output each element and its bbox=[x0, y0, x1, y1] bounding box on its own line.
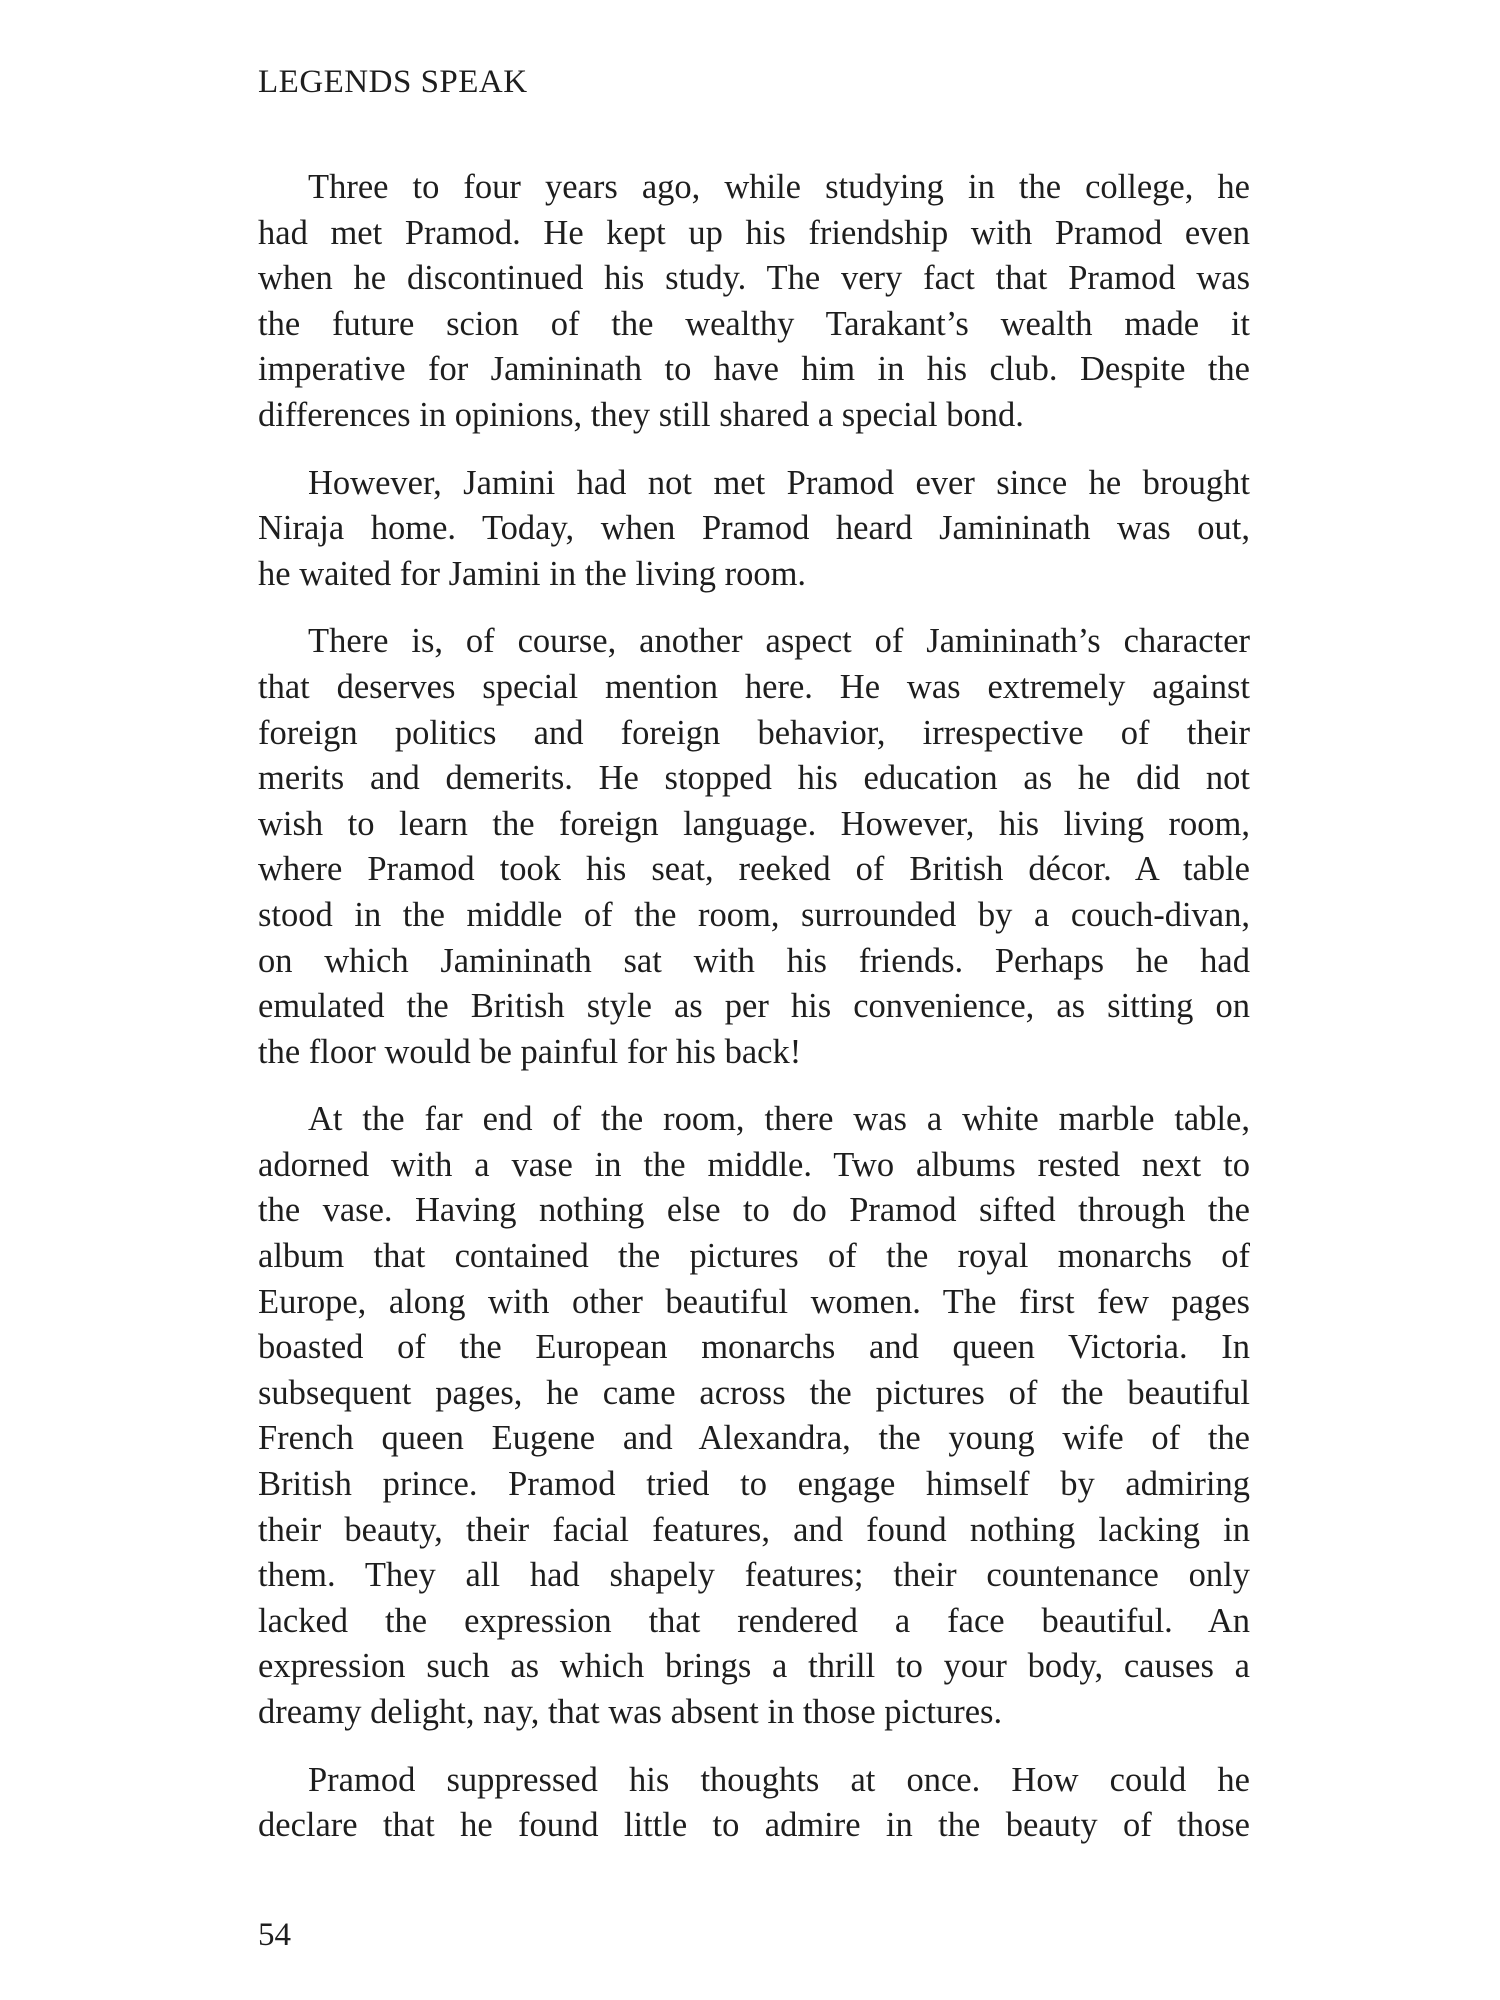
paragraph bbox=[258, 1758, 1250, 1849]
text-line: merits and demerits. He stopped his education as he did not bbox=[258, 759, 1250, 798]
text-line: At the far end of the room, there was a white marble table, bbox=[308, 1100, 1250, 1139]
running-head: LEGENDS SPEAK bbox=[258, 64, 528, 100]
text-line: However, Jamini had not met Pramod ever since he brought bbox=[308, 463, 1250, 502]
text-line: Niraja home. Today, when Pramod heard Jamininath was out, bbox=[258, 509, 1250, 548]
text-line: he waited for Jamini in the living room. bbox=[258, 554, 807, 593]
text-line: the floor would be painful for his back! bbox=[258, 1032, 802, 1071]
text-line: British prince. Pramod tried to engage himself by admiring bbox=[258, 1465, 1250, 1504]
text-line: album that contained the pictures of the royal monarchs of bbox=[258, 1237, 1250, 1276]
text-line: foreign politics and foreign behavior, irrespective of their bbox=[258, 713, 1250, 752]
body-text bbox=[258, 165, 1250, 1849]
text-line: dreamy delight, nay, that was absent in those pictures. bbox=[258, 1693, 1003, 1731]
text-line: on which Jamininath sat with his friends. Perhaps he had bbox=[258, 941, 1250, 980]
text-line: expression such as which brings a thrill to your body, causes a bbox=[258, 1647, 1250, 1686]
paragraph bbox=[258, 619, 1250, 1075]
text-line: declare that he found little to admire in the beauty of those bbox=[258, 1806, 1250, 1845]
text-line: lacked the expression that rendered a face beautiful. An bbox=[258, 1601, 1250, 1640]
text-line: differences in opinions, they still shared a special bond. bbox=[258, 395, 1024, 434]
text-line: subsequent pages, he came across the pictures of the beautiful bbox=[258, 1373, 1250, 1412]
paragraph bbox=[258, 165, 1250, 439]
text-line: boasted of the European monarchs and queen Victoria. In bbox=[258, 1328, 1250, 1367]
text-line: that deserves special mention here. He was extremely against bbox=[258, 667, 1250, 706]
text-line: emulated the British style as per his convenience, as sitting on bbox=[258, 987, 1250, 1026]
text-line: stood in the middle of the room, surrounded by a couch-divan, bbox=[258, 895, 1250, 934]
text-line: where Pramod took his seat, reeked of British décor. A table bbox=[258, 850, 1250, 889]
paragraph bbox=[258, 1097, 1250, 1735]
text-line: There is, of course, another aspect of Jamininath’s character bbox=[308, 622, 1250, 661]
text-line: Europe, along with other beautiful women. The first few pages bbox=[258, 1282, 1250, 1321]
text-line: their beauty, their facial features, and found nothing lacking in bbox=[258, 1510, 1250, 1549]
text-line: the vase. Having nothing else to do Pramod sifted through the bbox=[258, 1191, 1250, 1230]
text-line: Three to four years ago, while studying in the college, he bbox=[308, 168, 1250, 206]
text-line: had met Pramod. He kept up his friendship with Pramod even bbox=[258, 213, 1250, 252]
text-line: imperative for Jamininath to have him in his club. Despite the bbox=[258, 350, 1250, 389]
text-line: when he discontinued his study. The very fact that Pramod was bbox=[258, 259, 1250, 298]
text-line: wish to learn the foreign language. However, his living room, bbox=[258, 804, 1250, 843]
text-line: adorned with a vase in the middle. Two albums rested next to bbox=[258, 1145, 1250, 1184]
text-line: the future scion of the wealthy Tarakant’s wealth made it bbox=[258, 304, 1250, 343]
text-line: them. They all had shapely features; their countenance only bbox=[258, 1556, 1250, 1595]
text-line: French queen Eugene and Alexandra, the young wife of the bbox=[258, 1419, 1250, 1458]
paragraph bbox=[258, 461, 1250, 598]
text-line: Pramod suppressed his thoughts at once. How could he bbox=[308, 1760, 1250, 1799]
page-number: 54 bbox=[258, 1917, 291, 1953]
